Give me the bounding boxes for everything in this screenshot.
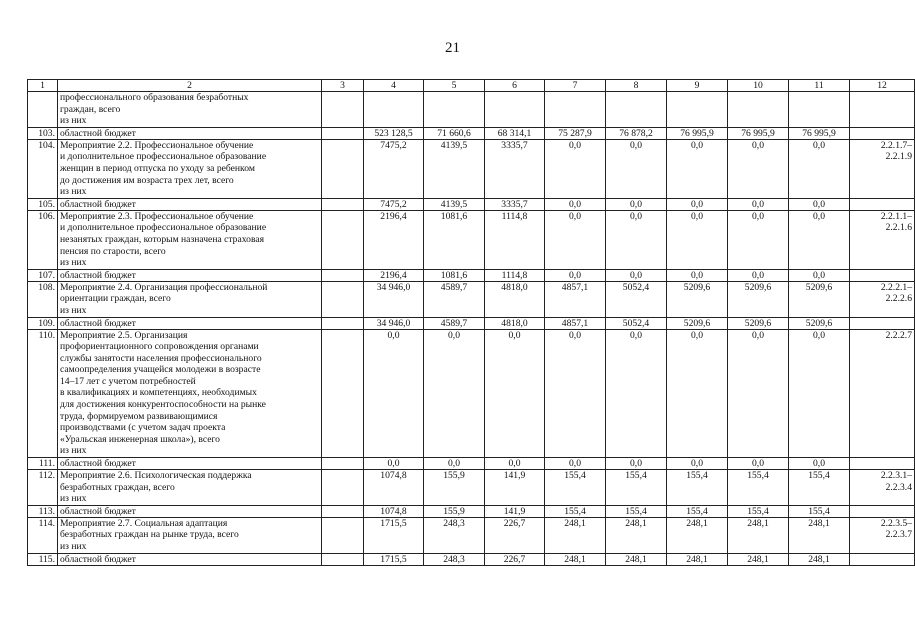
column-3-cell	[322, 127, 364, 139]
cell-line: Мероприятие 2.6. Психологическая поддержка	[60, 470, 252, 482]
value-cell: 76 995,9	[728, 127, 789, 139]
value-cell: 5052,4	[606, 281, 667, 317]
column-header: 4	[364, 80, 424, 92]
cell-line: 2.2.1.6	[885, 222, 912, 234]
value-cell: 3335,7	[485, 139, 545, 198]
value-cell: 0,0	[789, 198, 850, 210]
value-cell: 155,4	[667, 470, 728, 506]
table-row	[28, 139, 915, 198]
column-3-cell	[322, 505, 364, 517]
value-cell: 1114,8	[485, 210, 545, 269]
value-cell: 226,7	[485, 553, 545, 565]
row-description	[58, 210, 322, 269]
value-cell: 141,9	[485, 470, 545, 506]
value-cell: 1114,8	[485, 269, 545, 281]
value-cell: 7475,2	[364, 198, 424, 210]
value-cell: 155,4	[728, 470, 789, 506]
value-cell: 0,0	[667, 210, 728, 269]
row-number: 109.	[28, 317, 58, 329]
cell-line: из них	[60, 541, 87, 552]
cell-line: 2.2.3.1–	[880, 470, 912, 482]
cell-line: из них	[60, 304, 87, 316]
value-cell: 2196,4	[364, 269, 424, 281]
value-cell: 0,0	[606, 139, 667, 198]
value-cell: 0,0	[789, 329, 850, 458]
column-3-cell	[322, 517, 364, 553]
cell-line: труда, формируемом развивающимися	[60, 410, 218, 422]
target-code	[850, 329, 915, 458]
value-cell: 4818,0	[485, 281, 545, 317]
row-description	[58, 92, 322, 128]
value-cell: 0,0	[728, 458, 789, 470]
cell-line: безработных граждан на рынке труда, всего	[60, 529, 239, 541]
column-header: 6	[485, 80, 545, 92]
value-cell: 4589,7	[424, 317, 485, 329]
cell-line: пенсия по старости, всего	[60, 245, 166, 257]
table-row	[28, 517, 915, 553]
column-header: 11	[789, 80, 850, 92]
value-cell: 155,4	[667, 505, 728, 517]
value-cell: 5209,6	[728, 317, 789, 329]
cell-line: самоопределения учащейся молодежи в возрасте	[60, 364, 261, 376]
cell-line: граждан, всего	[60, 103, 121, 115]
value-cell	[545, 92, 606, 128]
value-cell	[728, 92, 789, 128]
table-row	[28, 505, 915, 517]
value-cell: 0,0	[728, 329, 789, 458]
target-code	[850, 470, 915, 506]
target-code	[850, 127, 915, 139]
cell-line: и дополнительное профессиональное образование	[60, 151, 267, 163]
value-cell: 0,0	[545, 198, 606, 210]
cell-line: 2.2.2.6	[885, 293, 912, 305]
cell-line: областной бюджет	[60, 553, 136, 565]
row-description	[58, 127, 322, 139]
value-cell: 248,1	[545, 553, 606, 565]
target-code	[850, 139, 915, 198]
value-cell: 248,1	[667, 553, 728, 565]
table-row	[28, 553, 915, 565]
row-number: 113.	[28, 505, 58, 517]
column-3-cell	[322, 210, 364, 269]
cell-line: для достижения конкурентоспособности на рынке	[60, 399, 266, 411]
value-cell: 0,0	[667, 458, 728, 470]
value-cell: 5209,6	[789, 281, 850, 317]
value-cell: 0,0	[606, 198, 667, 210]
value-cell: 0,0	[485, 458, 545, 470]
value-cell: 155,9	[424, 505, 485, 517]
cell-line: 2.2.2.7	[885, 329, 912, 341]
cell-line: 2.2.1.7–	[880, 139, 912, 151]
value-cell: 1081,6	[424, 269, 485, 281]
value-cell: 0,0	[667, 329, 728, 458]
value-cell: 76 995,9	[789, 127, 850, 139]
row-description	[58, 198, 322, 210]
value-cell: 155,4	[728, 505, 789, 517]
value-cell: 34 946,0	[364, 281, 424, 317]
column-header: 5	[424, 80, 485, 92]
cell-line: профессионального образования безработных	[60, 92, 249, 103]
value-cell: 1715,5	[364, 517, 424, 553]
cell-line: Мероприятие 2.4. Организация профессиональной	[60, 281, 268, 293]
cell-line: «Уральская инженерная школа»), всего	[60, 433, 220, 445]
value-cell: 0,0	[667, 269, 728, 281]
cell-line: областной бюджет	[60, 505, 136, 517]
target-code	[850, 317, 915, 329]
value-cell: 248,1	[789, 517, 850, 553]
value-cell: 0,0	[424, 458, 485, 470]
cell-line: 2.2.3.5–	[880, 517, 912, 529]
cell-line: безработных граждан, всего	[60, 481, 175, 493]
value-cell: 248,1	[606, 553, 667, 565]
value-cell: 248,1	[545, 517, 606, 553]
value-cell	[667, 92, 728, 128]
value-cell: 0,0	[667, 198, 728, 210]
value-cell: 76 878,2	[606, 127, 667, 139]
column-3-cell	[322, 329, 364, 458]
row-description	[58, 269, 322, 281]
value-cell: 248,1	[606, 517, 667, 553]
value-cell	[485, 92, 545, 128]
row-number: 103.	[28, 127, 58, 139]
cell-line: из них	[60, 115, 87, 127]
value-cell: 248,1	[728, 517, 789, 553]
value-cell: 248,1	[728, 553, 789, 565]
cell-line: женщин в период отпуска по уходу за ребенком	[60, 162, 255, 174]
row-description	[58, 517, 322, 553]
cell-line: 2.2.1.9	[885, 151, 912, 163]
row-description	[58, 281, 322, 317]
cell-line: областной бюджет	[60, 458, 136, 470]
value-cell: 0,0	[364, 329, 424, 458]
cell-line: ориентации граждан, всего	[60, 293, 171, 305]
value-cell: 0,0	[789, 139, 850, 198]
column-header: 9	[667, 80, 728, 92]
row-number: 115.	[28, 553, 58, 565]
cell-line: Мероприятие 2.3. Профессиональное обучение	[60, 210, 254, 222]
table-row	[28, 281, 915, 317]
target-code	[850, 553, 915, 565]
value-cell: 0,0	[606, 329, 667, 458]
table-row	[28, 329, 915, 458]
value-cell: 248,3	[424, 517, 485, 553]
table-row	[28, 317, 915, 329]
column-header: 1	[28, 80, 58, 92]
column-header: 10	[728, 80, 789, 92]
value-cell: 1081,6	[424, 210, 485, 269]
cell-line: службы занятости населения профессионального	[60, 352, 262, 364]
row-number: 111.	[28, 458, 58, 470]
target-code	[850, 198, 915, 210]
value-cell: 155,4	[545, 505, 606, 517]
cell-line: 2.2.3.7	[885, 529, 912, 541]
cell-line: незанятых граждан, которым назначена страховая	[60, 233, 265, 245]
cell-line: производствами (с учетом задач проекта	[60, 422, 226, 434]
value-cell: 0,0	[545, 269, 606, 281]
value-cell: 5209,6	[789, 317, 850, 329]
page-number: 21	[445, 40, 460, 56]
cell-line: 14–17 лет с учетом потребностей	[60, 375, 196, 387]
value-cell: 0,0	[545, 210, 606, 269]
cell-line: до достижения им возраста трех лет, всего	[60, 174, 234, 186]
value-cell: 4139,5	[424, 139, 485, 198]
value-cell: 155,4	[789, 470, 850, 506]
column-3-cell	[322, 458, 364, 470]
value-cell: 1074,8	[364, 505, 424, 517]
value-cell: 0,0	[728, 198, 789, 210]
column-3-cell	[322, 92, 364, 128]
value-cell: 75 287,9	[545, 127, 606, 139]
value-cell	[364, 92, 424, 128]
value-cell: 5209,6	[667, 281, 728, 317]
value-cell: 0,0	[485, 329, 545, 458]
column-3-cell	[322, 317, 364, 329]
target-code	[850, 458, 915, 470]
cell-line: из них	[60, 186, 87, 198]
value-cell: 3335,7	[485, 198, 545, 210]
row-number	[28, 92, 58, 128]
value-cell	[606, 92, 667, 128]
value-cell: 0,0	[424, 329, 485, 458]
row-number: 105.	[28, 198, 58, 210]
value-cell: 155,4	[789, 505, 850, 517]
value-cell: 0,0	[728, 269, 789, 281]
row-description	[58, 505, 322, 517]
cell-line: Мероприятие 2.2. Профессиональное обучение	[60, 139, 254, 151]
column-3-cell	[322, 139, 364, 198]
value-cell: 4589,7	[424, 281, 485, 317]
value-cell: 155,4	[606, 470, 667, 506]
header-row	[28, 80, 915, 92]
row-number: 104.	[28, 139, 58, 198]
value-cell	[789, 92, 850, 128]
value-cell	[424, 92, 485, 128]
column-3-cell	[322, 198, 364, 210]
value-cell: 1715,5	[364, 553, 424, 565]
value-cell: 5209,6	[728, 281, 789, 317]
row-number: 106.	[28, 210, 58, 269]
target-code	[850, 210, 915, 269]
value-cell: 141,9	[485, 505, 545, 517]
value-cell: 76 995,9	[667, 127, 728, 139]
row-number: 110.	[28, 329, 58, 458]
row-description	[58, 139, 322, 198]
value-cell: 1074,8	[364, 470, 424, 506]
cell-line: Мероприятие 2.7. Социальная адаптация	[60, 517, 228, 529]
value-cell: 155,4	[545, 470, 606, 506]
column-header: 8	[606, 80, 667, 92]
cell-line: 2.2.2.1–	[880, 281, 912, 293]
row-description	[58, 458, 322, 470]
value-cell: 0,0	[789, 269, 850, 281]
value-cell: 0,0	[606, 458, 667, 470]
row-description	[58, 470, 322, 506]
value-cell: 0,0	[545, 139, 606, 198]
value-cell: 0,0	[364, 458, 424, 470]
column-3-cell	[322, 269, 364, 281]
target-code	[850, 505, 915, 517]
value-cell: 2196,4	[364, 210, 424, 269]
value-cell: 5209,6	[667, 317, 728, 329]
cell-line: Мероприятие 2.5. Организация	[60, 329, 188, 341]
value-cell: 7475,2	[364, 139, 424, 198]
row-description	[58, 553, 322, 565]
value-cell: 0,0	[545, 329, 606, 458]
cell-line: из них	[60, 493, 87, 505]
value-cell: 4857,1	[545, 281, 606, 317]
table-row	[28, 210, 915, 269]
value-cell: 155,9	[424, 470, 485, 506]
value-cell: 523 128,5	[364, 127, 424, 139]
cell-line: 2.2.3.4	[885, 481, 912, 493]
value-cell: 248,1	[667, 517, 728, 553]
value-cell: 226,7	[485, 517, 545, 553]
row-number: 112.	[28, 470, 58, 506]
value-cell: 4857,1	[545, 317, 606, 329]
table-row	[28, 458, 915, 470]
table-row	[28, 127, 915, 139]
cell-line: профориентационного сопровождения органами	[60, 341, 259, 353]
row-number: 107.	[28, 269, 58, 281]
cell-line: из них	[60, 257, 87, 269]
column-header: 12	[850, 80, 915, 92]
value-cell: 248,3	[424, 553, 485, 565]
value-cell: 0,0	[606, 269, 667, 281]
row-description	[58, 317, 322, 329]
column-3-cell	[322, 553, 364, 565]
cell-line: и дополнительное профессиональное образование	[60, 222, 267, 234]
cell-line: в квалификациях и компетенциях, необходимых	[60, 387, 257, 399]
column-3-cell	[322, 281, 364, 317]
value-cell: 0,0	[789, 458, 850, 470]
row-number: 114.	[28, 517, 58, 553]
target-code	[850, 517, 915, 553]
cell-line: областной бюджет	[60, 269, 136, 281]
column-3-cell	[322, 470, 364, 506]
value-cell: 68 314,1	[485, 127, 545, 139]
row-number: 108.	[28, 281, 58, 317]
column-header: 7	[545, 80, 606, 92]
table-row	[28, 198, 915, 210]
column-header: 3	[322, 80, 364, 92]
value-cell: 4139,5	[424, 198, 485, 210]
table-row	[28, 92, 915, 128]
row-description	[58, 329, 322, 458]
value-cell: 248,1	[789, 553, 850, 565]
value-cell: 5052,4	[606, 317, 667, 329]
value-cell: 4818,0	[485, 317, 545, 329]
table-row	[28, 269, 915, 281]
value-cell: 155,4	[606, 505, 667, 517]
value-cell: 0,0	[606, 210, 667, 269]
cell-line: из них	[60, 445, 87, 457]
budget-table	[27, 79, 915, 566]
cell-line: областной бюджет	[60, 127, 136, 139]
cell-line: 2.2.1.1–	[880, 210, 912, 222]
table-row	[28, 470, 915, 506]
value-cell: 34 946,0	[364, 317, 424, 329]
value-cell: 0,0	[789, 210, 850, 269]
column-header: 2	[58, 80, 322, 92]
target-code	[850, 92, 915, 128]
value-cell: 0,0	[728, 139, 789, 198]
cell-line: областной бюджет	[60, 198, 136, 210]
cell-line: областной бюджет	[60, 317, 136, 329]
value-cell: 71 660,6	[424, 127, 485, 139]
value-cell: 0,0	[545, 458, 606, 470]
target-code	[850, 269, 915, 281]
value-cell: 0,0	[667, 139, 728, 198]
target-code	[850, 281, 915, 317]
value-cell: 0,0	[728, 210, 789, 269]
